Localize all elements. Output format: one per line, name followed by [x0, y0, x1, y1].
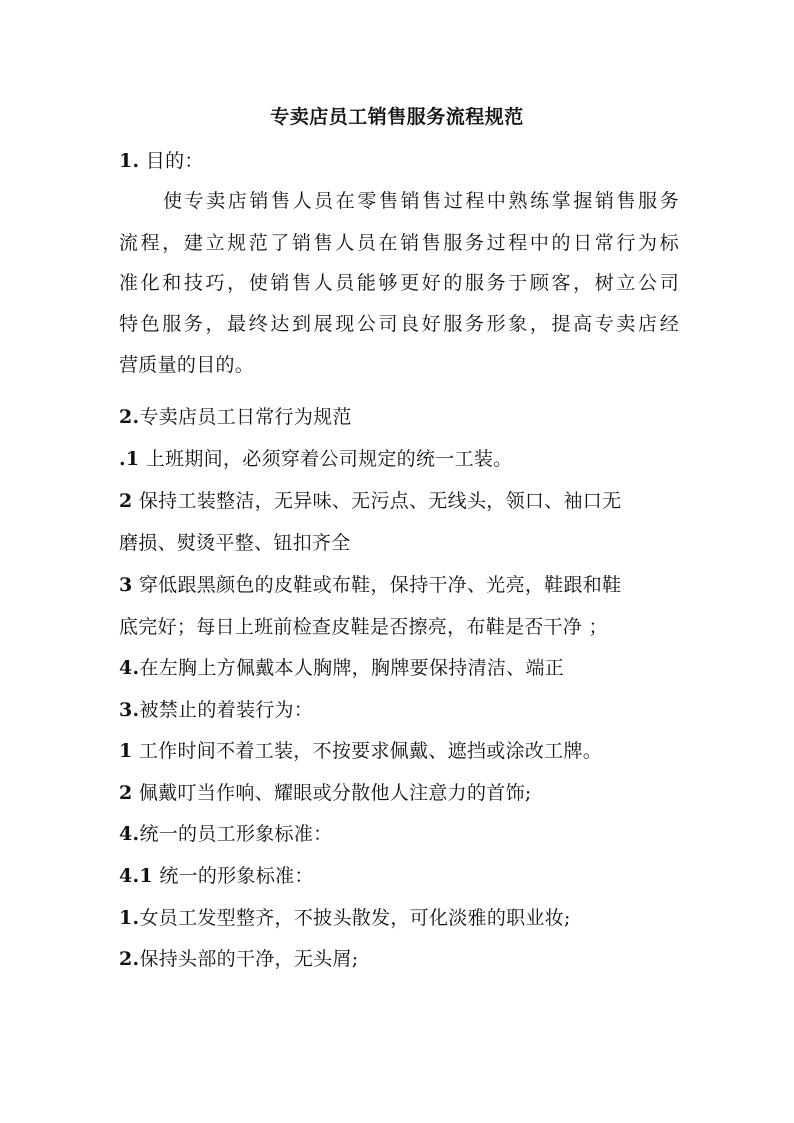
section4-number: 4. [119, 823, 140, 845]
section2-item-3 [119, 571, 679, 599]
section3-heading [119, 696, 679, 724]
section2-item-2-continuation: 磨损、熨烫平整、钮扣齐全 [119, 532, 351, 554]
section3-item-1 [119, 737, 679, 765]
section1-paragraph-line-4: 特色服务，最终达到展现公司良好服务形象，提高专卖店经 [119, 313, 679, 335]
section4-heading-text: 统一的员工形象标准： [139, 823, 333, 845]
section2-number: 2. [119, 406, 140, 428]
section4-item-1-text: 女员工发型整齐，不披头散发，可化淡雅的职业妆; [139, 907, 571, 929]
section3-heading-text: 被禁止的着装行为： [139, 699, 314, 721]
section2-heading [119, 403, 679, 431]
document-title: 专卖店员工销售服务流程规范 [270, 106, 524, 128]
section3-item-1-text: 工作时间不着工装，不按要求佩戴、遮挡或涂改工牌。 [138, 740, 603, 762]
section2-item-1-text: 上班期间，必须穿着公司规定的统一工装。 [145, 448, 513, 470]
section3-item-1-number: 1 [119, 740, 133, 762]
section4-item-2-number: 2. [119, 948, 140, 970]
section3-item-2-number: 2 [119, 782, 133, 804]
section3-item-2 [119, 779, 679, 807]
section2-item-3-continuation: 底完好；每日上班前检查皮鞋是否擦亮，布鞋是否干净 ； [119, 616, 608, 638]
section1-heading [119, 147, 679, 175]
section1-paragraph-line-2: 流程，建立规范了销售人员在销售服务过程中的日常行为标 [119, 232, 679, 254]
section2-item-3-number: 3 [119, 574, 133, 596]
section4-item-2 [119, 945, 679, 973]
section4-sub-number: 4.1 [119, 865, 153, 887]
section2-item-2 [119, 487, 679, 515]
section2-item-2-text-line-1: 保持工装整洁，无异味、无污点、无线头，领口、袖口无 [138, 490, 622, 512]
section2-item-3-text-line-1: 穿低跟黑颜色的皮鞋或布鞋，保持干净、光亮，鞋跟和鞋 [138, 574, 622, 596]
section4-item-1 [119, 904, 679, 932]
section2-heading-text: 专卖店员工日常行为规范 [139, 406, 352, 428]
section2-item-2-number: 2 [119, 490, 133, 512]
section1-paragraph-line-1: 使专卖店销售人员在零售销售过程中熟练掌握销售服务 [163, 190, 679, 212]
section2-item-1 [119, 445, 679, 473]
section2-item-4 [119, 654, 679, 682]
section4-item-2-text: 保持头部的干净，无头屑; [139, 948, 359, 970]
section1-number: 1. [119, 150, 140, 172]
section1-paragraph-line-3: 准化和技巧，使销售人员能够更好的服务于顾客，树立公司 [119, 272, 679, 294]
section4-heading [119, 820, 679, 848]
section4-sub-text: 统一的形象标准： [159, 865, 314, 887]
section2-item-4-text: 在左胸上方佩戴本人胸牌，胸牌要保持清洁、端正 [139, 657, 565, 679]
section2-item-4-number: 4. [119, 657, 140, 679]
section4-subheading [119, 862, 679, 890]
section1-paragraph-line-5: 营质量的目的。 [119, 354, 255, 376]
section1-heading-text: 目的： [145, 150, 204, 172]
section2-item-1-number: .1 [119, 448, 140, 470]
section3-item-2-text: 佩戴叮当作响、耀眼或分散他人注意力的首饰; [138, 782, 532, 804]
section4-item-1-number: 1. [119, 907, 140, 929]
section3-number: 3. [119, 699, 140, 721]
